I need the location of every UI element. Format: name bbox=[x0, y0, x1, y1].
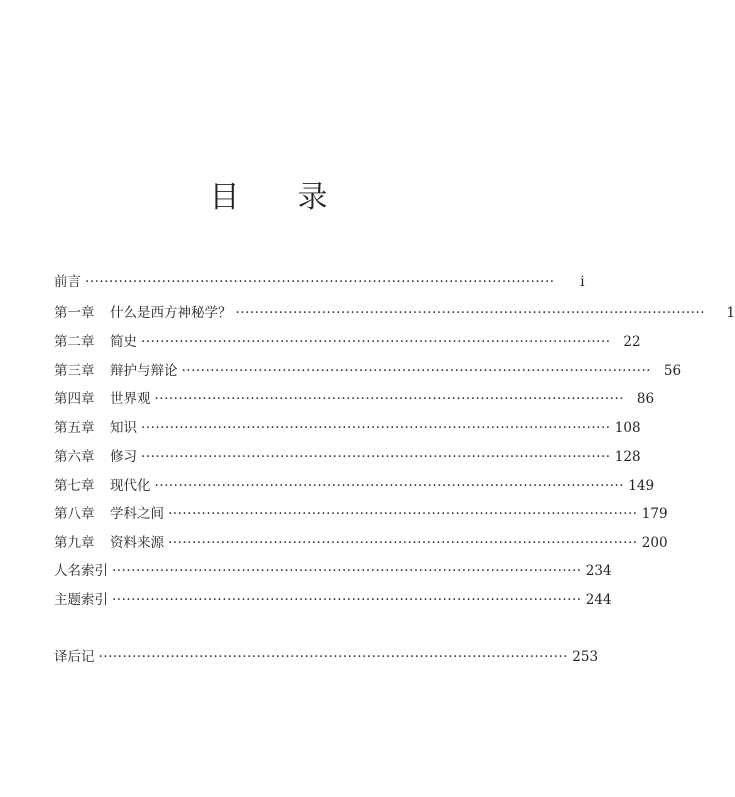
toc-page-number: i bbox=[580, 274, 585, 290]
dot-leader: ·································································································· bbox=[141, 420, 611, 436]
toc-page-number: 149 bbox=[628, 478, 655, 494]
toc-chapter-label: 第六章 bbox=[54, 449, 95, 465]
toc-page-number: 179 bbox=[641, 506, 668, 522]
dot-leader: ·································································································· bbox=[85, 274, 555, 290]
dot-leader: ·································································································· bbox=[154, 391, 625, 407]
toc-entry-chapter-7[interactable] bbox=[54, 475, 655, 497]
toc-label: 人名索引 bbox=[54, 563, 108, 579]
toc-entry-subject-index[interactable] bbox=[54, 589, 612, 611]
toc-entry-chapter-8[interactable] bbox=[54, 503, 668, 525]
toc-chapter-title: 知识 bbox=[110, 420, 137, 436]
toc-chapter-title: 什么是西方神秘学？ bbox=[110, 305, 232, 321]
toc-page-number: 1 bbox=[726, 305, 735, 321]
toc-chapter-title: 世界观 bbox=[110, 391, 151, 407]
toc-page-number: 128 bbox=[614, 449, 641, 465]
toc-chapter-title: 辩护与辩论 bbox=[110, 363, 178, 379]
toc-page-number: 244 bbox=[585, 592, 612, 608]
toc-page-number: 22 bbox=[623, 334, 641, 350]
toc-entry-chapter-4[interactable] bbox=[54, 388, 655, 410]
toc-chapter-label: 第二章 bbox=[54, 334, 95, 350]
dot-leader: ·································································································· bbox=[181, 363, 652, 379]
toc-chapter-label: 第一章 bbox=[54, 305, 95, 321]
toc-entry-translators-afterword[interactable] bbox=[54, 646, 599, 668]
dot-leader: ·································································································· bbox=[141, 449, 611, 465]
title-char-lu: 录 bbox=[297, 180, 330, 215]
toc-label: 主题索引 bbox=[54, 592, 108, 608]
toc-page-number: 234 bbox=[585, 563, 612, 579]
dot-leader: ·································································································· bbox=[168, 535, 638, 551]
toc-chapter-label: 第八章 bbox=[54, 506, 95, 522]
dot-leader: ·································································································· bbox=[98, 649, 569, 665]
dot-leader: ·································································································· bbox=[112, 592, 582, 608]
toc-chapter-title: 学科之间 bbox=[110, 506, 164, 522]
toc-label: 前言 bbox=[54, 274, 81, 290]
dot-leader: ·································································································· bbox=[235, 305, 706, 321]
toc-entry-chapter-2[interactable] bbox=[54, 331, 641, 353]
title-char-mu: 目 bbox=[209, 180, 242, 215]
page-title bbox=[0, 172, 539, 216]
dot-leader: ·································································································· bbox=[112, 563, 582, 579]
toc-entry-chapter-3[interactable] bbox=[54, 360, 682, 382]
toc-chapter-title: 资料来源 bbox=[110, 535, 164, 551]
toc-page-number: 200 bbox=[641, 535, 668, 551]
toc-chapter-title: 现代化 bbox=[110, 478, 151, 494]
toc-entry-preface[interactable] bbox=[54, 271, 585, 293]
toc-chapter-label: 第五章 bbox=[54, 420, 95, 436]
toc-entry-chapter-6[interactable] bbox=[54, 446, 641, 468]
toc-page-number: 253 bbox=[572, 649, 599, 665]
toc-entry-chapter-1[interactable] bbox=[54, 302, 735, 324]
toc-chapter-label: 第七章 bbox=[54, 478, 95, 494]
toc-label: 译后记 bbox=[54, 649, 95, 665]
toc-chapter-title: 简史 bbox=[110, 334, 137, 350]
dot-leader: ·································································································· bbox=[141, 334, 611, 350]
toc-page-number: 108 bbox=[614, 420, 641, 436]
toc-entry-name-index[interactable] bbox=[54, 560, 612, 582]
toc-chapter-label: 第九章 bbox=[54, 535, 95, 551]
toc-page-number: 86 bbox=[636, 391, 655, 407]
dot-leader: ·································································································· bbox=[168, 506, 638, 522]
toc-chapter-label: 第四章 bbox=[54, 391, 95, 407]
toc-entry-chapter-5[interactable] bbox=[54, 417, 641, 439]
toc-chapter-label: 第三章 bbox=[54, 363, 95, 379]
dot-leader: ·································································································· bbox=[154, 478, 625, 494]
toc-entry-chapter-9[interactable] bbox=[54, 532, 668, 554]
toc-page-number: 56 bbox=[663, 363, 682, 379]
toc-chapter-title: 修习 bbox=[110, 449, 137, 465]
